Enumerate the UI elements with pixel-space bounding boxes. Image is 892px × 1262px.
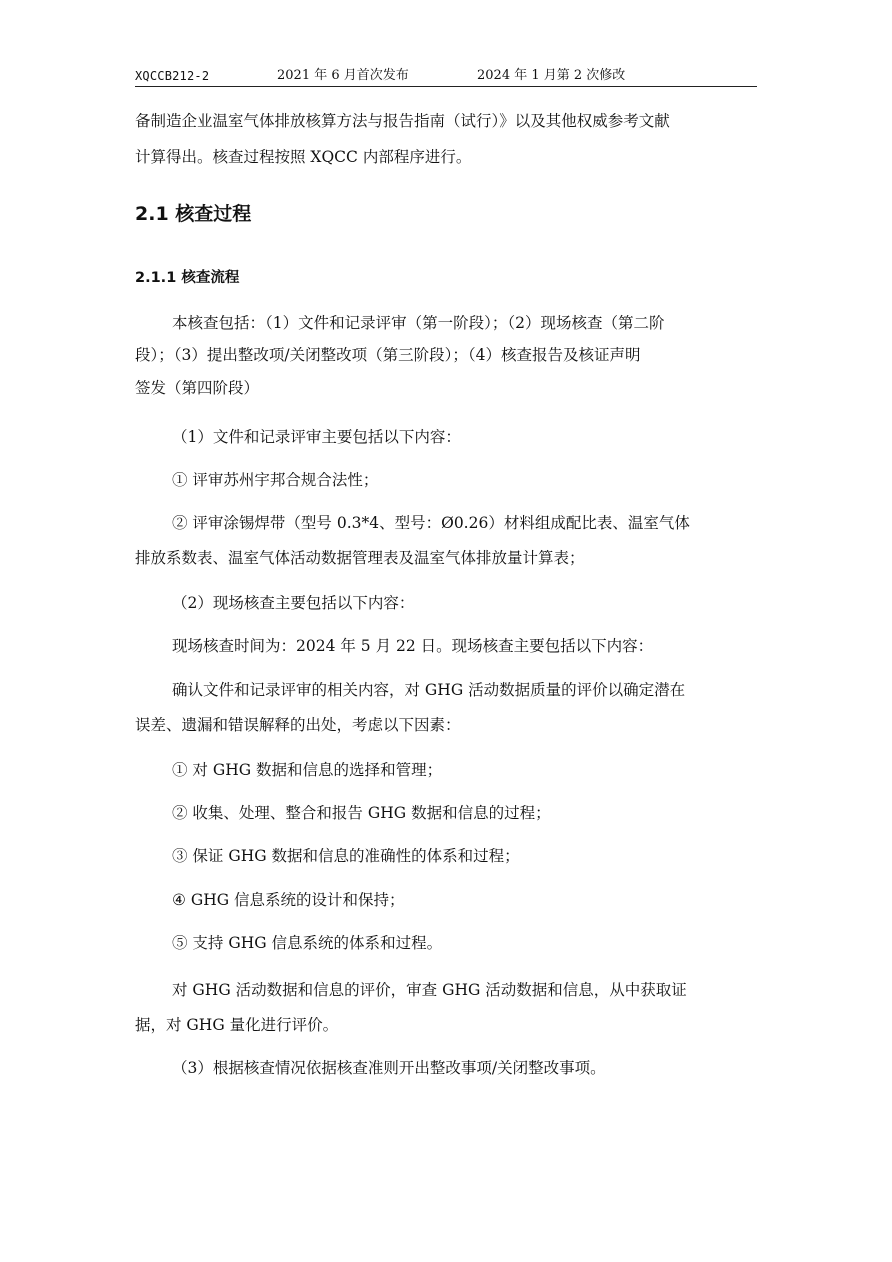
doc-review-title: （1）文件和记录评审主要包括以下内容： — [172, 428, 461, 446]
site-check-confirm-line-1: 确认文件和记录评审的相关内容，对 GHG 活动数据质量的评价以确定潜在 — [172, 681, 686, 699]
revision-date: 2024 年 1 月第 2 次修改 — [477, 68, 626, 83]
flow-line-1: 本核查包括：（1）文件和记录评审（第一阶段）；（2）现场核查（第二阶 — [172, 314, 665, 332]
flow-line-3: 签发（第四阶段） — [135, 379, 260, 397]
site-check-confirm-line-2: 误差、遗漏和错误解释的出处，考虑以下因素： — [135, 716, 461, 734]
intro-line-1: 备制造企业温室气体排放核算方法与报告指南（试行）》以及其他权威参考文献 — [135, 112, 670, 130]
section-heading: 2.1 核查过程 — [135, 203, 252, 225]
factor-item: ① 对 GHG 数据和信息的选择和管理； — [172, 761, 443, 779]
intro-line-2: 计算得出。核查过程按照 XQCC 内部程序进行。 — [135, 148, 472, 166]
document-code: XQCCB212-2 — [135, 69, 210, 83]
page-header — [135, 64, 757, 87]
doc-review-item-2-line-1: ② 评审涂锡焊带（型号 0.3*4、型号：Ø0.26）材料组成配比表、温室气体 — [172, 514, 690, 532]
factor-item: ④ GHG 信息系统的设计和保持； — [172, 891, 405, 909]
site-check-title: （2）现场核查主要包括以下内容： — [172, 594, 415, 612]
factor-item: ⑤ 支持 GHG 信息系统的体系和过程。 — [172, 934, 443, 952]
evaluation-line-2: 据，对 GHG 量化进行评价。 — [135, 1016, 339, 1034]
subsection-heading: 2.1.1 核查流程 — [135, 270, 240, 286]
site-check-time: 现场核查时间为：2024 年 5 月 22 日。现场核查主要包括以下内容： — [172, 637, 654, 655]
factor-item: ③ 保证 GHG 数据和信息的准确性的体系和过程； — [172, 847, 520, 865]
flow-line-2: 段）；（3）提出整改项/关闭整改项（第三阶段）；（4）核查报告及核证声明 — [135, 346, 641, 364]
evaluation-line-1: 对 GHG 活动数据和信息的评价，审查 GHG 活动数据和信息，从中获取证 — [172, 981, 687, 999]
doc-review-item-2-line-2: 排放系数表、温室气体活动数据管理表及温室气体排放量计算表； — [135, 549, 585, 567]
rectify-text: （3）根据核查情况依据核查准则开出整改事项/关闭整改事项。 — [172, 1059, 606, 1077]
doc-review-item-1: ① 评审苏州宇邦合规合法性； — [172, 471, 379, 489]
factor-item: ② 收集、处理、整合和报告 GHG 数据和信息的过程； — [172, 804, 551, 822]
first-release-date: 2021 年 6 月首次发布 — [277, 68, 409, 83]
